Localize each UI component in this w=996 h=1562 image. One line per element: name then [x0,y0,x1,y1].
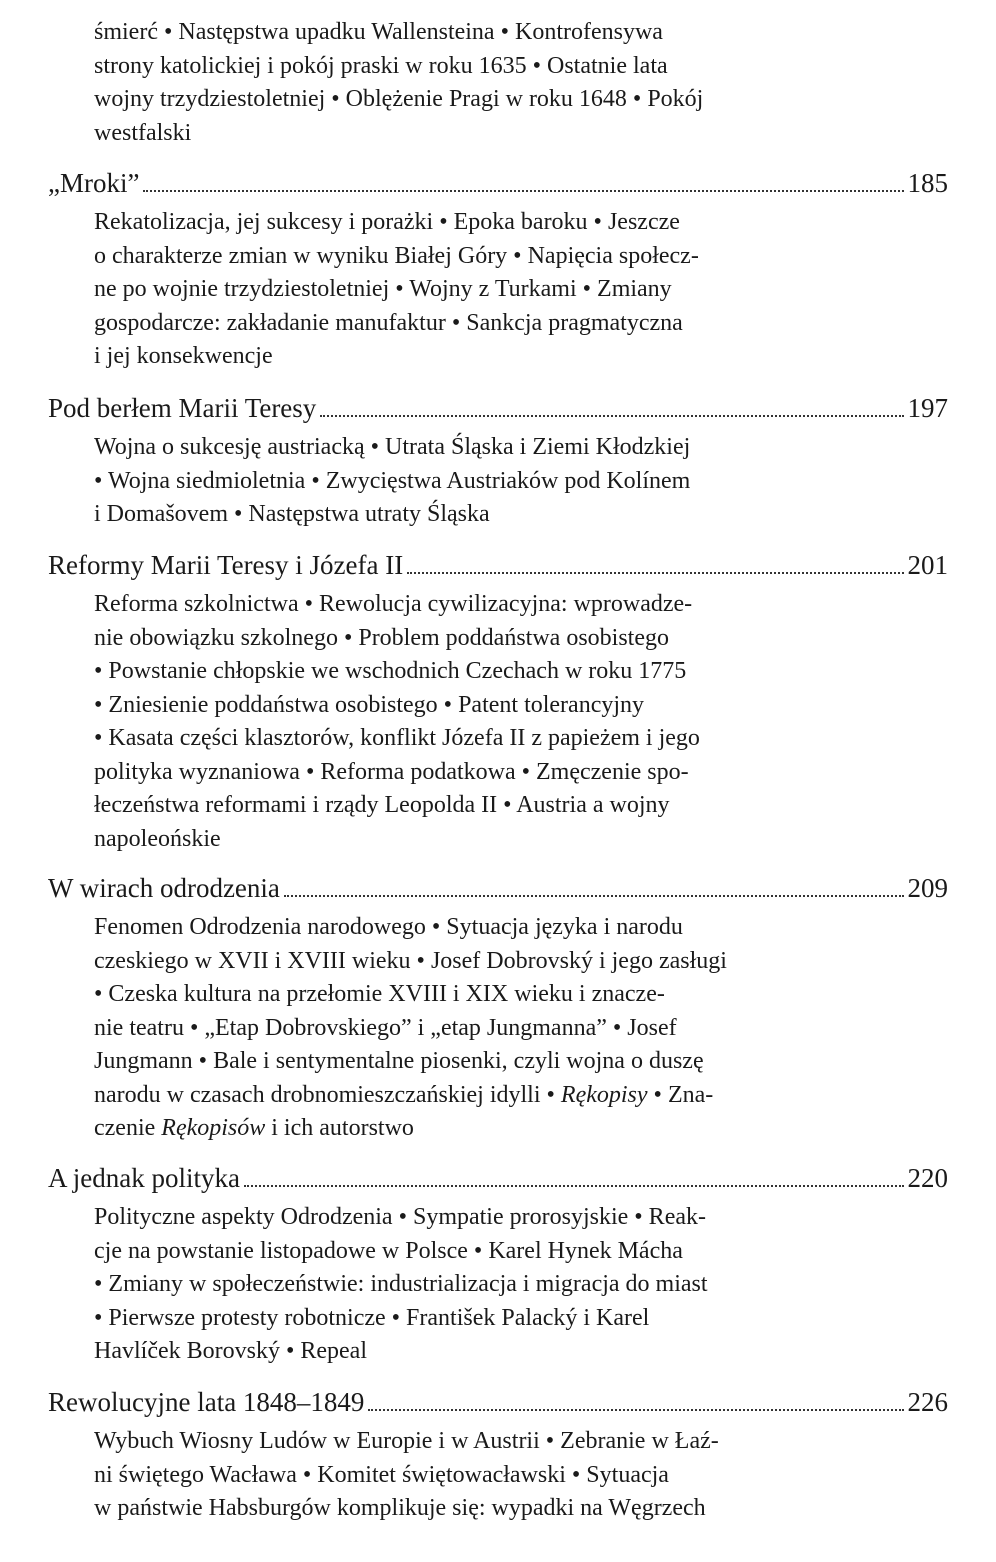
dot-leader [143,190,903,192]
description-line: o charakterze zmian w wyniku Białej Góry • Napięcia społecz- [94,242,699,269]
description-line: • Pierwsze protesty robotnicze • František Palacký i Karel [94,1304,650,1331]
description-line: Polityczne aspekty Odrodzenia • Sympatie prorosyjskie • Reak- [94,1204,706,1230]
description-line: polityka wyznaniowa • Reforma podatkowa • Zmęczenie spo- [94,758,689,785]
description-line: • Zmiany w społeczeństwie: industrializacja i migracja do miast [94,1271,708,1297]
description-line: śmierć • Następstwa upadku Wallensteina • Kontrofensywa [94,19,663,45]
description-line: • Powstanie chłopskie we wschodnich Czechach w roku 1775 [94,658,687,684]
description-line: Reforma szkolnictwa • Rewolucja cywilizacyjna: wprowadze- [94,591,693,617]
dot-leader [284,895,904,897]
chapter-description [94,431,854,532]
description-line: napoleońskie [94,825,221,852]
description-line: • Zniesienie poddaństwa osobistego • Patent tolerancyjny [94,691,645,718]
description-line: Jungmann • Bale i sentymentalne piosenki, czyli wojna o duszę [94,1048,704,1074]
page-number: 220 [907,1163,948,1193]
description-line: • Czeska kultura na przełomie XVIII i XIX wieku i znacze- [94,981,665,1007]
toc-entry-rewolucyjne-lata [48,1387,948,1526]
toc-entry-reformy [48,550,948,856]
chapter-title: Rewolucyjne lata 1848–1849 [48,1387,365,1417]
toc-heading [48,1163,948,1201]
description-line: narodu w czasach drobnomieszczańskiej idylli • Rękopisy • Zna- [94,1081,714,1108]
chapter-description [94,1425,854,1526]
chapter-title: „Mroki” [48,168,140,198]
toc-heading [48,550,948,588]
description-line: cje na powstanie listopadowe w Polsce • Karel Hynek Mácha [94,1237,683,1264]
toc-entry-pod-berlem [48,393,948,532]
description-line: gospodarcze: zakładanie manufaktur • Sankcja pragmatyczna [94,309,683,336]
chapter-description [94,1201,854,1369]
description-line: ne po wojnie trzydziestoletniej • Wojny z Turkami • Zmiany [94,276,672,302]
description-line: łeczeństwa reformami i rządy Leopolda II • Austria a wojny [94,792,670,818]
chapter-title: Reformy Marii Teresy i Józefa II [48,550,404,580]
description-line: i Domašovem • Następstwa utraty Śląska [94,501,490,527]
chapter-description [94,911,854,1146]
chapter-description [94,206,854,374]
chapter-description [94,588,854,856]
toc-entry-w-wirach [48,873,948,1146]
description-line: • Kasata części klasztorów, konflikt Józefa II z papieżem i jego [94,725,700,751]
description-line: wojny trzydziestoletniej • Oblężenie Pragi w roku 1648 • Pokój [94,86,704,112]
description-line: i jej konsekwencje [94,343,273,369]
description-line: nie teatru • „Etap Dobrovskiego” i „etap Jungmanna” • Josef [94,1014,677,1041]
toc-entry-a-jednak-polityka [48,1163,948,1369]
chapter-title: W wirach odrodzenia [48,873,280,903]
description-line: czeskiego w XVII i XVIII wieku • Josef Dobrovský i jego zasługi [94,947,727,974]
description-line: Fenomen Odrodzenia narodowego • Sytuacja języka i narodu [94,914,683,940]
dot-leader [368,1409,903,1411]
toc-entry-mroki [48,168,948,374]
description-line: westfalski [94,119,192,146]
dot-leader [320,415,903,417]
description-line: Wybuch Wiosny Ludów w Europie i w Austrii • Zebranie w Łaź- [94,1428,719,1454]
page-number: 201 [907,550,948,580]
description-line: nie obowiązku szkolnego • Problem poddaństwa osobistego [94,624,669,651]
page-number: 226 [907,1387,948,1417]
description-line: • Wojna siedmioletnia • Zwycięstwa Austriaków pod Kolínem [94,467,691,494]
chapter-title: A jednak polityka [48,1163,240,1193]
continuation-description [94,16,854,150]
dot-leader [407,572,903,574]
toc-heading [48,873,948,911]
chapter-title: Pod berłem Marii Teresy [48,393,317,423]
toc-heading [48,168,948,206]
description-line: Wojna o sukcesję austriacką • Utrata Śląska i Ziemi Kłodzkiej [94,434,691,460]
description-line: ni świętego Wacława • Komitet świętowacławski • Sytuacja [94,1461,669,1488]
description-line: Havlíček Borovský • Repeal [94,1338,367,1364]
page-number: 197 [907,393,948,423]
page-number: 209 [907,873,948,903]
dot-leader [244,1185,904,1187]
description-line: czenie Rękopisów i ich autorstwo [94,1115,414,1141]
page-number: 185 [907,168,948,198]
description-line: Rekatolizacja, jej sukcesy i porażki • Epoka baroku • Jeszcze [94,209,680,235]
toc-heading [48,1387,948,1425]
description-line: w państwie Habsburgów komplikuje się: wypadki na Węgrzech [94,1495,706,1521]
toc-heading [48,393,948,431]
description-line: strony katolickiej i pokój praski w roku 1635 • Ostatnie lata [94,52,668,79]
